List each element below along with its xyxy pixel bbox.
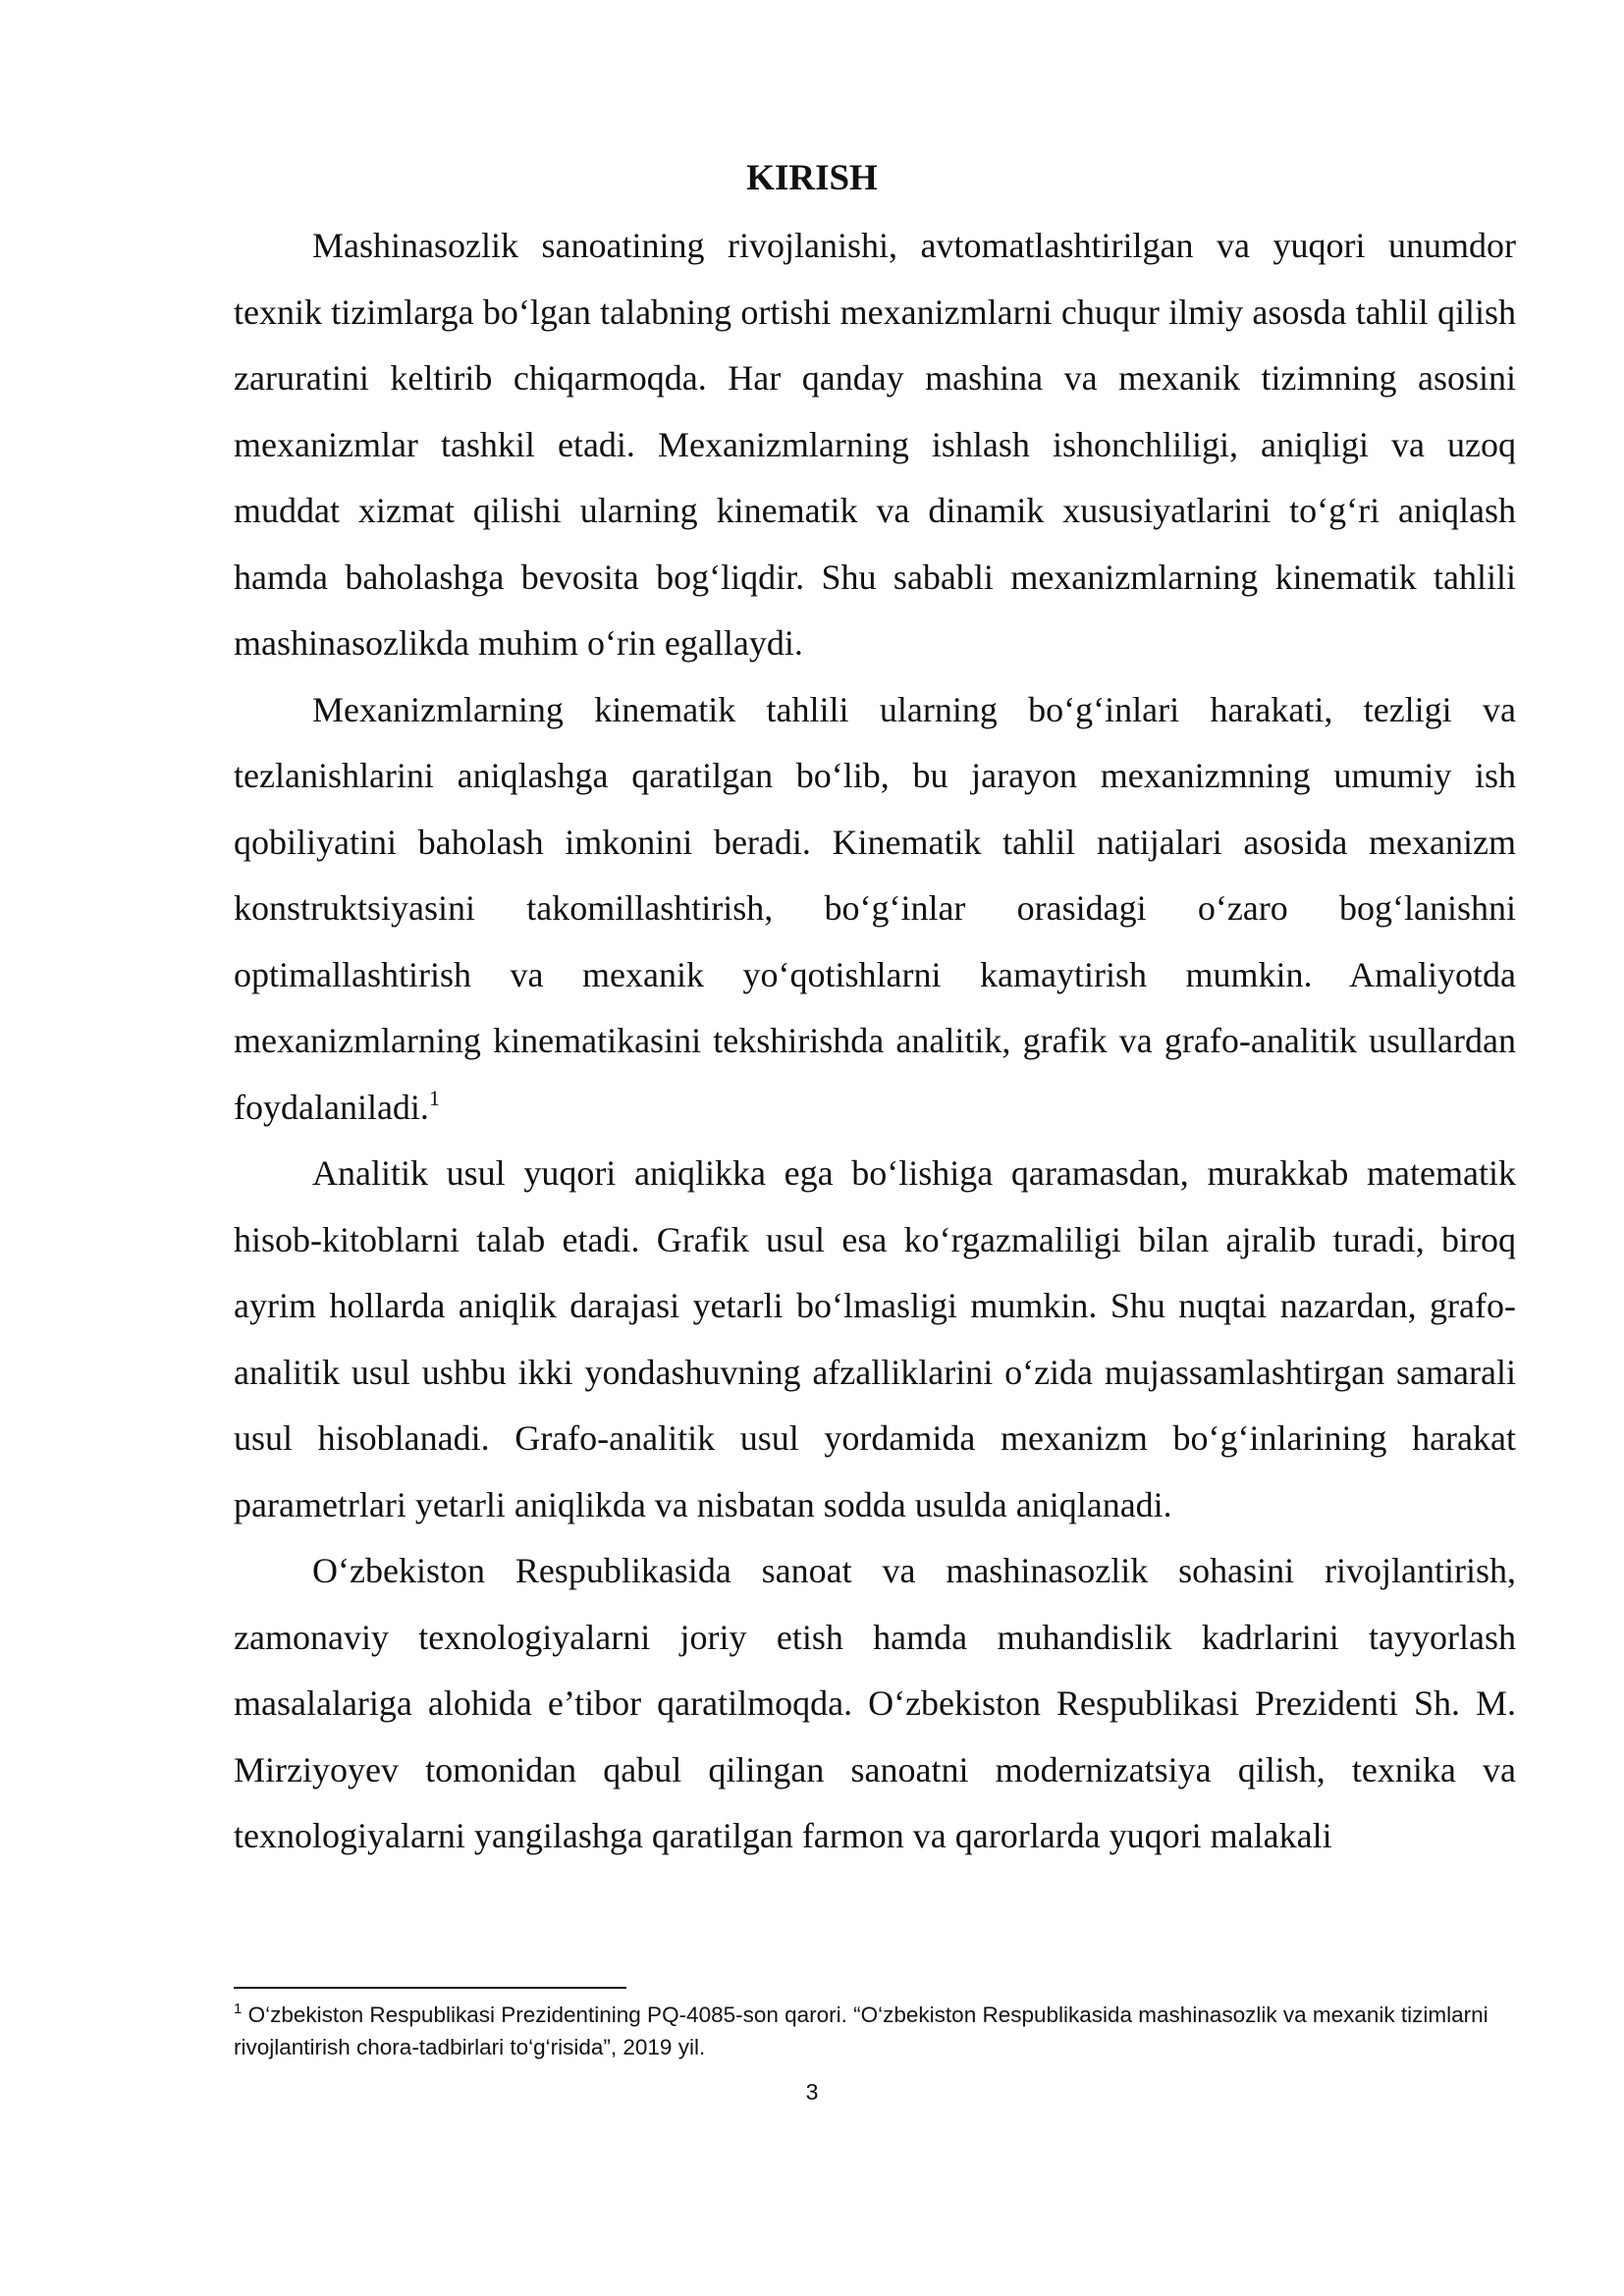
body-text	[234, 213, 1516, 1870]
paragraph-methods: Analitik usul yuqori aniqlikka ega bo‘lishiga qaramasdan, murakkab matematik hisob-kitoblarni talab etadi. Grafik usul esa ko‘rgazmaliligi bilan ajralib turadi, biroq ayrim hollarda aniqlik darajasi yetarli bo‘lmasligi mumkin. Shu nuqtai nazardan, grafo-analitik usul ushbu ikki yondashuvning afzalliklarini o‘zida mujassamlashtirgan samarali usul hisoblanadi. Grafo-analitik usul yordamida mexanizm bo‘g‘inlarining harakat parametrlari yetarli aniqlikda va nisbatan sodda usulda aniqlanadi.	[234, 1153, 1516, 1524]
page-number: 3	[805, 2079, 819, 2105]
footnote-text: O‘zbekiston Respublikasi Prezidentining PQ-4085-son qarori. “O‘zbekiston Respublikasida mashinasozlik va mexanik tizimlarni rivojlantirish chora-tadbirlari to‘g‘risida”, 2019 yil.	[234, 2002, 1489, 2059]
paragraph-kinematic-analysis-text: Mexanizmlarning kinematik tahlili ularning bo‘g‘inlari harakati, tezligi va tezlanishlarini aniqlashga qaratilgan bo‘lib, bu jarayon mexanizmning umumiy ish qobiliyatini baholash imkonini beradi. Kinematik tahlil natijalari asosida mexanizm konstruktsiyasini takomillashtirish, bo‘g‘inlar orasidagi o‘zaro bog‘lanishni optimallashtirish va mexanik yo‘qotishlarni kamaytirish mumkin. Amaliyotda mexanizmlarning kinematikasini tekshirishda analitik, grafik va grafo-analitik usullardan foydalaniladi.	[234, 689, 1516, 1127]
footnote	[234, 1999, 1516, 2063]
paragraph-intro: Mashinasozlik sanoatining rivojlanishi, avtomatlashtirilgan va yuqori unumdor texnik tizimlarga bo‘lgan talabning ortishi mexanizmlarni chuqur ilmiy asosda tahlil qilish zaruratini keltirib chiqarmoqda. Har qanday mashina va mexanik tizimning asosini mexanizmlar tashkil etadi. Mexanizmlarning ishlash ishonchliligi, aniqligi va uzoq muddat xizmat qilishi ularning kinematik va dinamik xususiyatlarini to‘g‘ri aniqlash hamda baholashga bevosita bog‘liqdir. Shu sababli mexanizmlarning kinematik tahlili mashinasozlikda muhim o‘rin egallaydi.	[234, 226, 1516, 663]
footnote-divider	[234, 1987, 626, 1989]
paragraph-kinematic-analysis	[234, 677, 1516, 1142]
section-heading: KIRISH	[746, 158, 878, 198]
footnote-marker: 1	[234, 2001, 243, 2017]
footnote-reference[interactable]: 1	[428, 1085, 440, 1110]
paragraph-uzbekistan: O‘zbekiston Respublikasida sanoat va mashinasozlik sohasini rivojlantirish, zamonaviy texnologiyalarni joriy etish hamda muhandislik kadrlarini tayyorlash masalalariga alohida e’tibor qaratilmoqda. O‘zbekiston Respublikasi Prezidenti Sh. M. Mirziyoyev tomonidan qabul qilingan sanoatni modernizatsiya qilish, texnika va texnologiyalarni yangilashga qaratilgan farmon va qarorlarda yuqori malakali	[234, 1551, 1516, 1855]
